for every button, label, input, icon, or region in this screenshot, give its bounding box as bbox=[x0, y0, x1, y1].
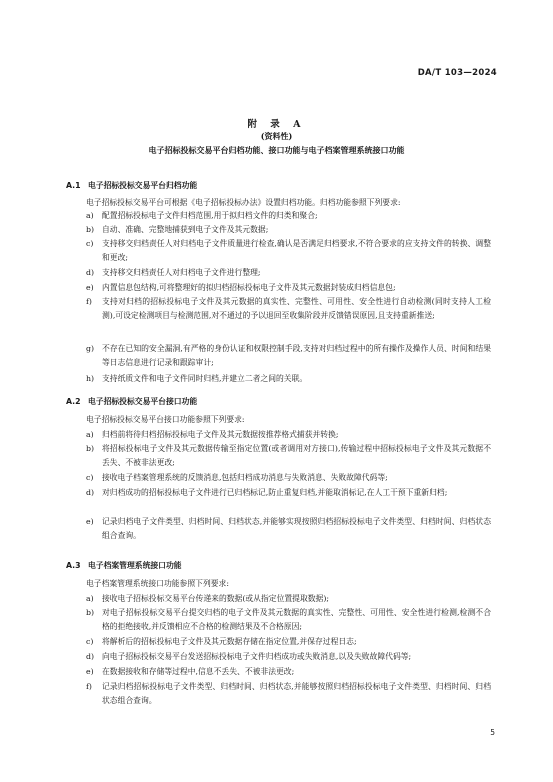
list-item bbox=[86, 442, 491, 469]
list-item-text: 自动、准确、完整地捕获到电子文件及其元数据; bbox=[102, 225, 269, 234]
list-item-text: 对电子招标投标交易平台提交归档的电子文件及其元数据的真实性、完整性、可用性、安全性进行检测,检测不合格的拒绝接收,并反馈相应不合格的检测结果及不合格原因; bbox=[102, 608, 491, 631]
list-item bbox=[86, 665, 491, 679]
list-item-label: b) bbox=[86, 608, 95, 617]
list-item bbox=[86, 237, 491, 264]
list-item-label: b) bbox=[86, 444, 95, 453]
list-item-text: 对归档成功的招标投标电子文件进行已归档标记,防止重复归档,并能取消标记,在人工干预下重新归档; bbox=[102, 488, 448, 497]
section-title: 电子招标投标交易平台归档功能 bbox=[88, 181, 198, 190]
list-item bbox=[86, 295, 491, 322]
list-item bbox=[86, 592, 491, 606]
list-item-text: 记录归档招标投标电子文件类型、归档时间、归档状态,并能够按照归档招标投标电子文件类型、归档时间、归档状态组合查询。 bbox=[102, 682, 491, 705]
list-item-text: 接收电子招标投标交易平台传递来的数据(或从指定位置提取数据); bbox=[102, 594, 330, 603]
list-item-label: f) bbox=[86, 682, 92, 691]
list-item-label: c) bbox=[86, 637, 94, 646]
section-heading-a1 bbox=[66, 180, 197, 191]
list-item-label: a) bbox=[86, 430, 94, 439]
section-intro: 电子招标投标交易平台可根据《电子招标投标办法》设置归档功能。归档功能参照下列要求: bbox=[86, 198, 401, 207]
list-item-text: 向电子招标投标交易平台发送招标投标电子文件归档成功或失败消息,以及失败故障代码等; bbox=[102, 652, 412, 661]
list-item-label: e) bbox=[86, 667, 94, 676]
list-item bbox=[86, 281, 491, 295]
list-item bbox=[86, 635, 491, 649]
list-item-text: 配置招标投标电子文件归档范围,用于拟归档文件的归类和聚合; bbox=[102, 211, 318, 220]
section-intro: 电子档案管理系统接口功能参照下列要求: bbox=[86, 579, 229, 588]
list-item-label: c) bbox=[86, 473, 94, 482]
list-item-label: e) bbox=[86, 283, 94, 292]
list-item bbox=[86, 209, 491, 223]
list-item-text: 记录归档电子文件类型、归档时间、归档状态,并能够实现按照归档招标投标电子文件类型、归档时间、归档状态组合查询。 bbox=[102, 517, 491, 540]
list-item-text: 归档前将待归档招标投标电子文件及其元数据按推荐格式捕获并转换; bbox=[102, 430, 339, 439]
page-number: 5 bbox=[490, 728, 495, 737]
section-intro: 电子招标投标交易平台接口功能参照下列要求: bbox=[86, 415, 245, 424]
standard-code: DA/T 103—2024 bbox=[417, 68, 497, 78]
list-item bbox=[86, 266, 491, 280]
section-title: 电子招标投标交易平台接口功能 bbox=[88, 397, 198, 406]
list-item bbox=[86, 471, 491, 485]
appendix-name: 电子招标投标交易平台归档功能、接口功能与电子档案管理系统接口功能 bbox=[148, 146, 405, 155]
section-number: A.3 bbox=[66, 561, 81, 570]
list-item-text: 支持对归档的招标投标电子文件及其元数据的真实性、完整性、可用性、安全性进行自动检测(同时支持人工检测),可设定检测项目与检测范围,对不通过的予以退回至收集阶段并反馈错误原因,且支持重新推送; bbox=[102, 297, 491, 320]
list-item-text: 支持移交归档责任人对归档电子文件进行整理; bbox=[102, 268, 261, 277]
list-item bbox=[86, 515, 491, 542]
section-number: A.1 bbox=[66, 181, 81, 190]
list-item-text: 支持纸质文件和电子文件同时归档,并建立二者之间的关联。 bbox=[102, 374, 308, 383]
list-item-text: 在数据接收和存储等过程中,信息不丢失、不被非法更改; bbox=[102, 667, 295, 676]
list-item-label: d) bbox=[86, 268, 95, 277]
list-item-label: g) bbox=[86, 344, 95, 353]
list-item bbox=[86, 680, 491, 707]
section-heading-a2 bbox=[66, 396, 197, 407]
list-item-text: 将解析后的招标投标电子文件及其元数据存储在指定位置,并保存过程日志; bbox=[102, 637, 357, 646]
list-item-text: 将招标投标电子文件及其元数据传输至指定位置(或者调用对方接口),传输过程中招标投标电子文件及其元数据不丢失、不被非法更改; bbox=[102, 444, 491, 467]
list-item-text: 内置信息包结构,可将整理好的拟归档招标投标电子文件及其元数据封装成归档信息包; bbox=[102, 283, 396, 292]
section-number: A.2 bbox=[66, 397, 81, 406]
list-item-text: 接收电子档案管理系统的反馈消息,包括归档成功消息与失败消息、失败故障代码等; bbox=[102, 473, 388, 482]
list-item-label: d) bbox=[86, 652, 95, 661]
list-item bbox=[86, 650, 491, 664]
list-item bbox=[86, 428, 491, 442]
list-item-label: a) bbox=[86, 594, 94, 603]
list-item bbox=[86, 372, 491, 386]
list-item-text: 不存在已知的安全漏洞,有严格的身份认证和权限控制手段,支持对归档过程中的所有操作及操作人员、时间和结果等日志信息进行记录和跟踪审计; bbox=[102, 344, 491, 367]
list-item-label: b) bbox=[86, 225, 95, 234]
appendix-type: (资料性) bbox=[260, 131, 293, 141]
list-item bbox=[86, 486, 491, 500]
list-item-label: e) bbox=[86, 517, 94, 526]
list-item bbox=[86, 342, 491, 369]
list-item-label: d) bbox=[86, 488, 95, 497]
list-item-label: a) bbox=[86, 211, 94, 220]
list-item bbox=[86, 606, 491, 633]
appendix-title: 附 录 A bbox=[247, 119, 306, 130]
list-item-label: c) bbox=[86, 239, 94, 248]
section-heading-a3 bbox=[66, 560, 182, 571]
list-item-label: h) bbox=[86, 374, 95, 383]
list-item-label: f) bbox=[86, 297, 92, 306]
list-item bbox=[86, 223, 491, 237]
section-title: 电子档案管理系统接口功能 bbox=[88, 561, 182, 570]
list-item-text: 支持移交归档责任人对归档电子文件质量进行检查,确认是否满足归档要求,不符合要求的应支持文件的转换、调整和更改; bbox=[102, 239, 491, 262]
